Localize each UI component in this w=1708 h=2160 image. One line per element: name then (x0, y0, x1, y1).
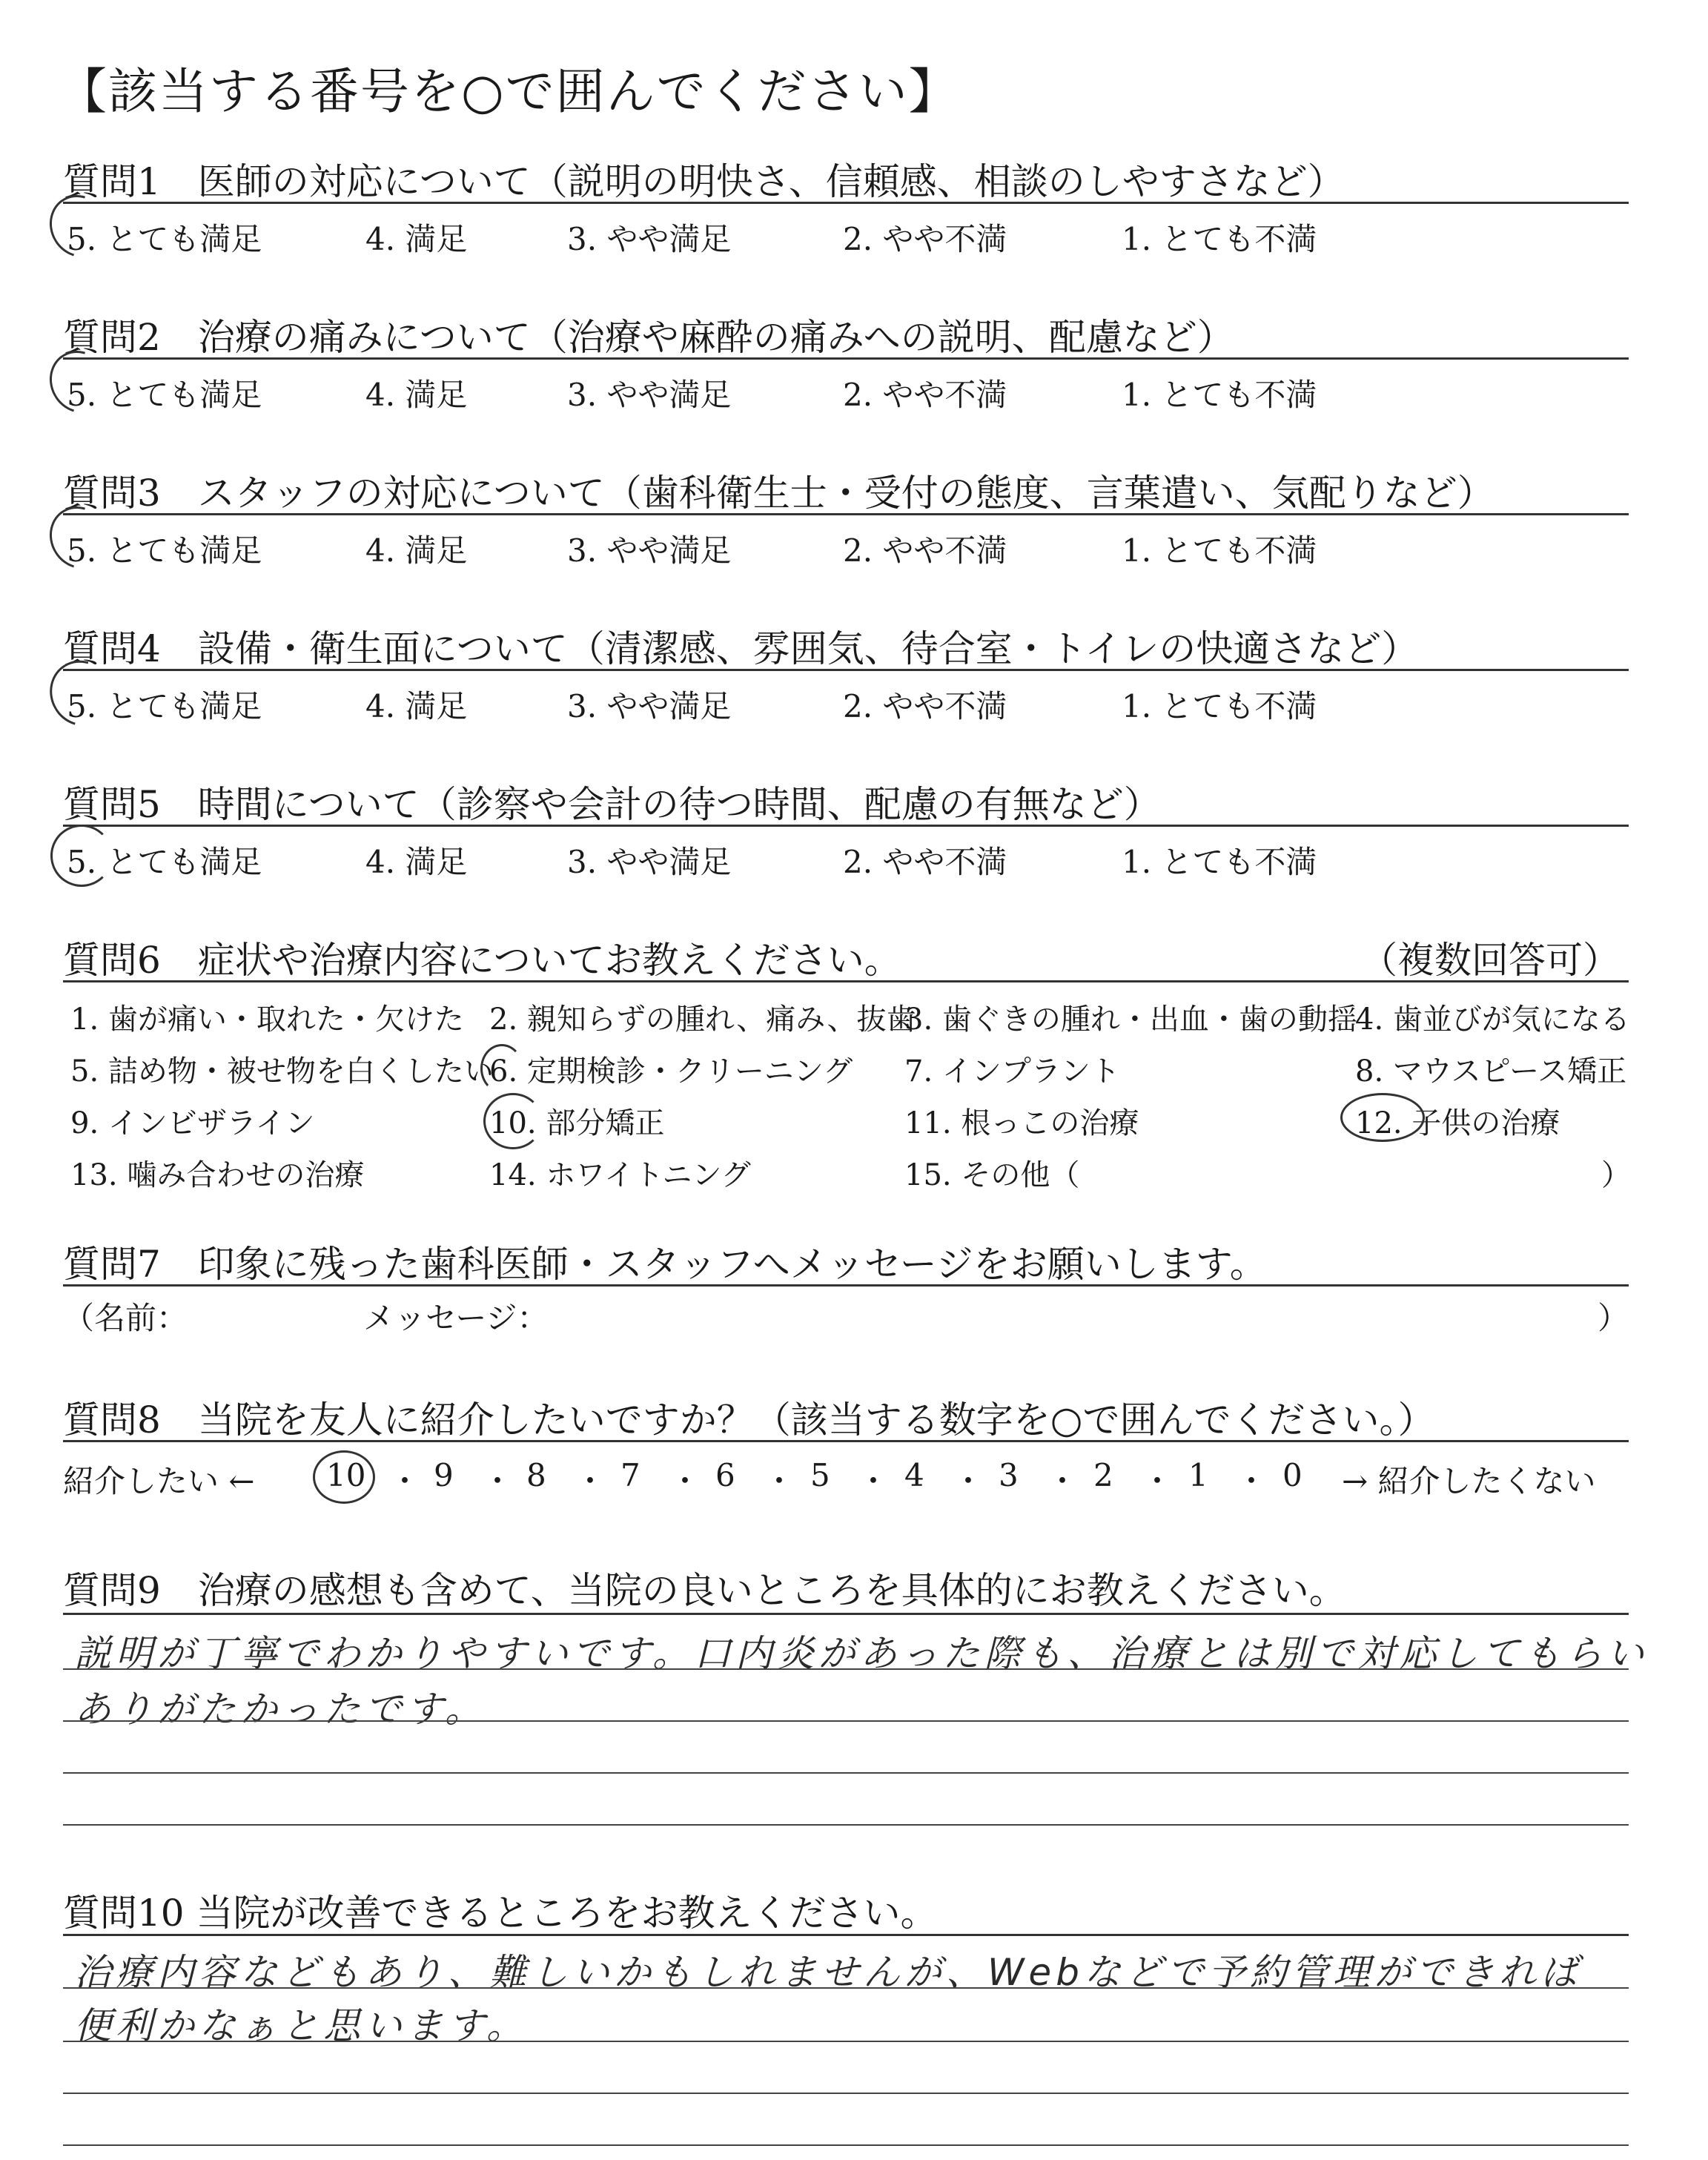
q4-option-4[interactable]: 4. 満足 (365, 688, 468, 724)
q6-item-10[interactable]: 10. 部分矯正 (489, 1106, 665, 1140)
q6-item-15[interactable]: 15. その他（ (904, 1158, 1080, 1192)
q6-item-14[interactable]: 14. ホワイトニング (489, 1158, 751, 1192)
q6-item-12[interactable]: 12. 子供の治療 (1355, 1106, 1560, 1140)
instruction-header: 【該当する番号を○で囲んでください】 (58, 63, 959, 120)
q2-option-2[interactable]: 2. やや不満 (843, 377, 1007, 413)
q6-item-13[interactable]: 13. 噛み合わせの治療 (70, 1158, 365, 1192)
q8-score-5[interactable]: 5 (810, 1457, 830, 1493)
q10-line-2 (63, 2041, 1629, 2042)
q10-line-1 (63, 1987, 1629, 1989)
q6-mark-12 (1340, 1093, 1425, 1142)
q6-item-7[interactable]: 7. インプラント (904, 1054, 1120, 1089)
q1-option-3[interactable]: 3. やや満足 (567, 221, 732, 257)
q10-line-4 (63, 2144, 1629, 2146)
q7-rule (63, 1284, 1629, 1287)
q3-title: 質問3 スタッフの対応について（歯科衛生士・受付の態度、言葉遣い、気配りなど） (63, 472, 1494, 515)
q6-mark-10 (483, 1093, 543, 1149)
q8-left-label: 紹介したい ← (63, 1463, 255, 1499)
q8-rule (63, 1440, 1629, 1442)
q8-score-0[interactable]: 0 (1282, 1457, 1302, 1493)
q8-score-4[interactable]: 4 (904, 1457, 924, 1493)
q3-option-4[interactable]: 4. 満足 (365, 532, 468, 569)
q6-multiple-note: （複数回答可） (1360, 939, 1620, 982)
q5-option-1[interactable]: 1. とても不満 (1122, 844, 1317, 880)
q1-option-1[interactable]: 1. とても不満 (1122, 221, 1317, 257)
q4-title: 質問4 設備・衛生面について（清潔感、雰囲気、待合室・トイレの快適さなど） (63, 627, 1419, 670)
q5-title: 質問5 時間について（診察や会計の待つ時間、配慮の有無など） (63, 783, 1161, 826)
q2-option-5[interactable]: 5. とても満足 (67, 377, 262, 413)
q6-item-11[interactable]: 11. 根っこの治療 (904, 1106, 1139, 1140)
q8-right-label: → 紹介したくない (1342, 1463, 1596, 1499)
q8-sep: ・ (1236, 1463, 1268, 1499)
q2-option-4[interactable]: 4. 満足 (365, 377, 468, 413)
q10-answer-line-2: 便利かなぁと思います。 (74, 2004, 528, 2047)
q5-option-3[interactable]: 3. やや満足 (567, 844, 732, 880)
q8-sep: ・ (764, 1463, 795, 1499)
q6-title: 質問6 症状や治療内容についてお教えください。 (63, 939, 901, 982)
q8-sep: ・ (669, 1463, 701, 1499)
q8-sep: ・ (575, 1463, 606, 1499)
q10-rule (63, 1934, 1629, 1936)
q6-item-3[interactable]: 3. 歯ぐきの腫れ・出血・歯の動揺 (904, 1003, 1357, 1037)
q1-option-4[interactable]: 4. 満足 (365, 221, 468, 257)
q6-mark-6 (480, 1044, 523, 1093)
q9-line-3 (63, 1772, 1629, 1774)
q5-options (63, 838, 1635, 882)
q9-answer-line-2: ありがたかったです。 (74, 1688, 486, 1731)
q7-title: 質問7 印象に残った歯科医師・スタッフへメッセージをお願いします。 (63, 1243, 1267, 1286)
q7-name-label: （名前： (63, 1300, 188, 1336)
q8-score-1[interactable]: 1 (1188, 1457, 1208, 1493)
q6-rule (63, 980, 1629, 982)
q8-sep: ・ (953, 1463, 984, 1499)
q8-score-8[interactable]: 8 (526, 1457, 546, 1493)
q8-score-7[interactable]: 7 (620, 1457, 640, 1493)
q5-option-2[interactable]: 2. やや不満 (843, 844, 1007, 880)
q4-option-5[interactable]: 5. とても満足 (67, 688, 262, 724)
q2-title: 質問2 治療の痛みについて（治療や麻酔の痛みへの説明、配慮など） (63, 316, 1234, 359)
q9-answer-line-1: 説明が丁寧でわかりやすいです。口内炎があった際も、治療とは別で対応してもらい (74, 1632, 1649, 1675)
q2-option-3[interactable]: 3. やや満足 (567, 377, 732, 413)
q8-title: 質問8 当院を友人に紹介したいですか？（該当する数字を○で囲んでください。） (63, 1398, 1435, 1441)
q8-sep: ・ (858, 1463, 890, 1499)
q10-line-3 (63, 2093, 1629, 2094)
q1-option-5[interactable]: 5. とても満足 (67, 221, 262, 257)
q1-option-2[interactable]: 2. やや不満 (843, 221, 1007, 257)
q10-answer-line-1: 治療内容などもあり、難しいかもしれませんが、Webなどで予約管理ができれば (74, 1951, 1582, 1994)
q3-rule (63, 513, 1629, 515)
q8-sep: ・ (1047, 1463, 1079, 1499)
q8-scale-row (63, 1457, 1635, 1502)
q8-selection-mark (313, 1450, 375, 1504)
q2-rule (63, 357, 1629, 360)
q3-option-5[interactable]: 5. とても満足 (67, 532, 262, 569)
q1-title: 質問1 医師の対応について（説明の明快さ、信頼感、相談のしやすさなど） (63, 160, 1345, 203)
q8-score-9[interactable]: 9 (434, 1457, 454, 1493)
q6-item-1[interactable]: 1. 歯が痛い・取れた・欠けた (70, 1003, 464, 1037)
q2-options (63, 371, 1635, 415)
q6-other-close: ） (1601, 1158, 1631, 1192)
q7-message-label: メッセージ： (363, 1300, 549, 1336)
q9-title: 質問9 治療の感想も含めて、当院の良いところを具体的にお教えください。 (63, 1569, 1346, 1612)
q2-option-1[interactable]: 1. とても不満 (1122, 377, 1317, 413)
q4-options (63, 682, 1635, 727)
q6-item-4[interactable]: 4. 歯並びが気になる (1355, 1003, 1630, 1037)
q9-line-1 (63, 1668, 1629, 1670)
q6-item-9[interactable]: 9. インビザライン (70, 1106, 315, 1140)
q9-rule (63, 1613, 1629, 1615)
q6-item-8[interactable]: 8. マウスピース矯正 (1355, 1054, 1627, 1089)
q5-option-4[interactable]: 4. 満足 (365, 844, 468, 880)
q3-option-1[interactable]: 1. とても不満 (1122, 532, 1317, 569)
q8-score-2[interactable]: 2 (1093, 1457, 1113, 1493)
q4-rule (63, 669, 1629, 671)
q9-line-2 (63, 1720, 1629, 1722)
q8-score-3[interactable]: 3 (999, 1457, 1019, 1493)
q3-option-3[interactable]: 3. やや満足 (567, 532, 732, 569)
q7-fields (63, 1294, 1635, 1338)
q3-option-2[interactable]: 2. やや不満 (843, 532, 1007, 569)
q6-item-5[interactable]: 5. 詰め物・被せ物を白くしたい (70, 1054, 494, 1089)
q3-options (63, 526, 1635, 571)
q4-option-1[interactable]: 1. とても不満 (1122, 688, 1317, 724)
q8-score-6[interactable]: 6 (715, 1457, 735, 1493)
q9-line-4 (63, 1824, 1629, 1826)
q4-option-2[interactable]: 2. やや不満 (843, 688, 1007, 724)
q7-close: ） (1598, 1300, 1629, 1336)
q5-option-5[interactable]: 5. とても満足 (67, 844, 262, 880)
q8-sep: ・ (389, 1463, 421, 1499)
q8-score-10[interactable]: 10 (326, 1457, 366, 1493)
q6-item-6[interactable]: 6. 定期検診・クリーニング (489, 1054, 853, 1089)
q4-option-3[interactable]: 3. やや満足 (567, 688, 732, 724)
q1-options (63, 215, 1635, 260)
q5-rule (63, 825, 1629, 827)
q8-sep: ・ (1142, 1463, 1174, 1499)
q10-title: 質問10 当院が改善できるところをお教えください。 (63, 1892, 938, 1935)
q1-rule (63, 202, 1629, 204)
q5-selection-mark (50, 825, 113, 887)
q8-sep: ・ (482, 1463, 514, 1499)
q6-item-2[interactable]: 2. 親知らずの腫れ、痛み、抜歯 (489, 1003, 916, 1037)
